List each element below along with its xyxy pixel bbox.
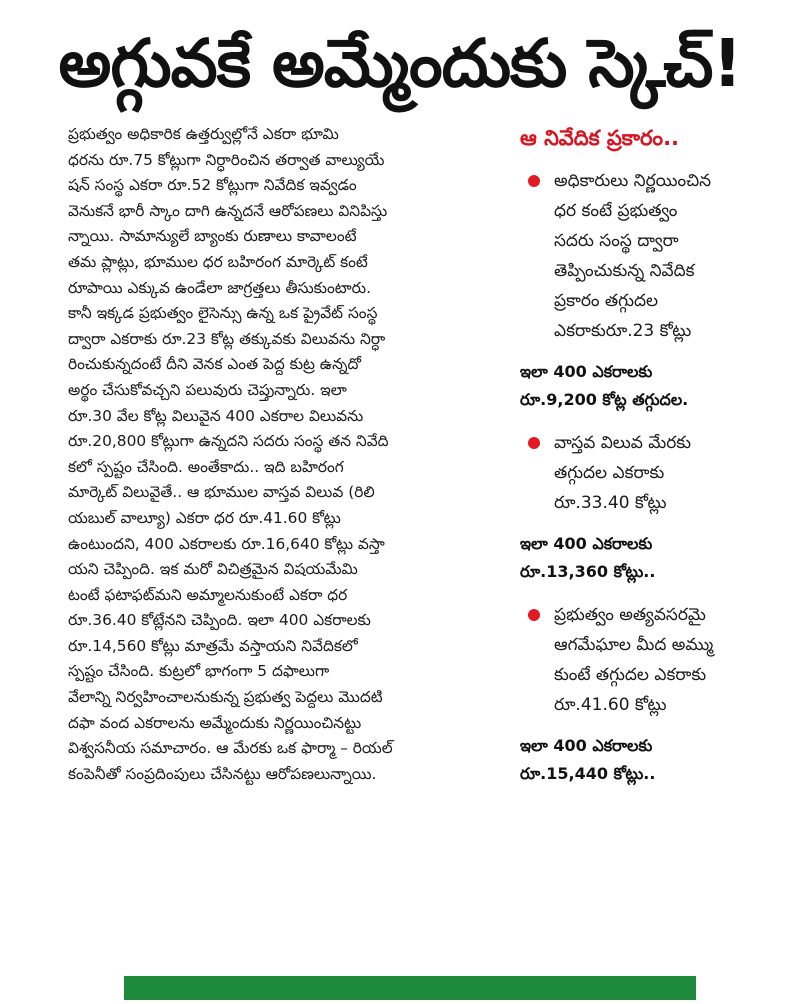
sidebar-box xyxy=(514,122,788,802)
summary-line: రూ.9,200 కోట్ల తగ్గుదల. xyxy=(520,390,689,409)
article-line: షన్ సంస్థ ఎకరా రూ.52 కోట్లుగా నివేదిక ఇవ్వడం xyxy=(68,176,357,195)
sidebar-heading: ఆ నివేదిక ప్రకారం.. xyxy=(520,126,680,150)
article-line: న్నాయి. సామాన్యులే బ్యాంకు రుణాలు కావాలంటే xyxy=(68,227,357,246)
point-line: తగ్గుదల ఎకరాకు xyxy=(554,463,665,483)
point-line: కుంటే తగ్గుదల ఎకరాకు xyxy=(554,665,707,685)
point-line: ఆగమేఘాల మీద అమ్ము xyxy=(554,635,714,655)
point-line: అధికారులు నిర్ణయించిన xyxy=(554,171,712,191)
article-line: తమ ప్లాట్లు, భూముల ధర బహిరంగ మార్కెట్ కంటే xyxy=(68,252,368,271)
article-line: వెనుకనే భారీ స్కాం దాగి ఉన్నదనే ఆరోపణలు వినిపిస్తు xyxy=(68,201,388,220)
point-line: తెప్పించుకున్న నివేదిక xyxy=(554,261,695,281)
article-line: ప్రభుత్వం అధికారిక ఉత్తర్వుల్లోనే ఎకరా భూమి xyxy=(68,125,339,143)
article-line: ధరను రూ.75 కోట్లుగా నిర్ధారించిన తర్వాత వాల్యుయే xyxy=(68,150,385,169)
point-line: ధర కంటే ప్రభుత్వం xyxy=(554,201,678,221)
sidebar-point-2 xyxy=(514,428,788,518)
summary-line: ఇలా 400 ఎకరాలకు xyxy=(520,534,653,553)
article-line: ద్వారా ఎకరాకు రూ.23 కోట్ల తక్కువకు విలువను నిర్ధా xyxy=(68,329,386,348)
point-line: రూ.33.40 కోట్లు xyxy=(554,493,667,513)
point-line: రూ.41.60 కోట్లు xyxy=(554,695,667,715)
point-line: సదరు సంస్థ ద్వారా xyxy=(554,231,679,251)
sidebar-summary-2 xyxy=(520,530,788,586)
article-line: రించుకున్నదంటే దీని వెనక ఎంత పెద్ద కుట్ర ఉన్నదో xyxy=(68,355,361,374)
article-line: టంటే ఫటాఫట్‌మని అమ్మాలనుకుంటే ఎకరా ధర xyxy=(68,585,348,604)
article-line: విశ్వసనీయ సమాచారం. ఆ మేరకు ఒక ఫార్మా – రియల్ xyxy=(68,739,393,758)
point-line: ప్రభుత్వం అత్యవసరమై xyxy=(554,605,706,625)
article-line: కలో స్పష్టం చేసింది. అంతేకాదు.. ఇది బహిరంగ xyxy=(68,457,344,476)
sidebar-summary-3 xyxy=(520,732,788,788)
summary-line: ఇలా 400 ఎకరాలకు xyxy=(520,362,653,381)
article-line: దఫా వంద ఎకరాలను అమ్మేందుకు నిర్ణయించినట్టు xyxy=(68,713,362,732)
article-line: రూ.30 వేల కోట్ల విలువైన 400 ఎకరాల విలువను xyxy=(68,406,364,425)
article-line: అర్థం చేసుకోవచ్చని పలువురు చెప్తున్నారు. ఇలా xyxy=(68,380,347,399)
article-line: కంపెనీతో సంప్రదింపులు చేసినట్టు ఆరోపణలున్నాయి. xyxy=(68,764,377,783)
bullet-dot-icon xyxy=(528,609,540,621)
article-line: కానీ ఇక్కడ ప్రభుత్వం లైసెన్సు ఉన్న ఒక ప్రైవేట్ సంస్థ xyxy=(68,304,378,323)
article-line: స్పష్టం చేసింది. కుట్రలో భాగంగా 5 దఫాలుగా xyxy=(68,662,330,681)
article-line: రూపాయి ఎక్కువ ఉండేలా జాగ్రత్తలు తీసుకుంటారు. xyxy=(68,278,371,297)
article-line: రూ.14,560 కోట్లు మాత్రమే వస్తాయని నివేదికలో xyxy=(68,636,358,655)
summary-line: రూ.13,360 కోట్లు.. xyxy=(520,562,656,581)
article-line: రూ.20,800 కోట్లుగా ఉన్నదని సదరు సంస్థ తన నివేది xyxy=(68,432,389,451)
bullet-dot-icon xyxy=(528,437,540,449)
article-line: ఉంటుందని, 400 ఎకరాలకు రూ.16,640 కోట్లు వస్తా xyxy=(68,534,385,553)
sidebar-point-3 xyxy=(514,600,788,720)
article-line: యని చెప్పింది. ఇక మరో విచిత్రమైన విషయమేమి xyxy=(68,560,358,579)
headline: అగ్గువకే అమ్మేందుకు స్కెచ్! xyxy=(58,25,742,102)
summary-line: రూ.15,440 కోట్లు.. xyxy=(520,764,656,783)
point-line: వాస్తవ విలువ మేరకు xyxy=(554,433,692,453)
point-line: ప్రకారం తగ్గుదల xyxy=(554,291,659,311)
summary-line: ఇలా 400 ఎకరాలకు xyxy=(520,736,653,755)
sidebar-summary-1 xyxy=(520,358,788,414)
bottom-green-bar xyxy=(124,976,696,1000)
article-line: వేలాన్ని నిర్వహించాలనుకున్న ప్రభుత్వ పెద్దలు మొదటి xyxy=(68,688,383,707)
article-body xyxy=(68,122,496,787)
article-line: రూ.36.40 కోట్లేనని చెప్పింది. ఇలా 400 ఎకరాలకు xyxy=(68,611,371,630)
article-line: యబుల్ వాల్యూ) ఎకరా ధర రూ.41.60 కోట్లు xyxy=(68,508,341,527)
sidebar-point-1 xyxy=(514,166,788,346)
article-line: మార్కెట్ విలువైతే.. ఆ భూముల వాస్తవ విలువ (రిలి xyxy=(68,483,375,502)
point-line: ఎకరాకురూ.23 కోట్లు xyxy=(554,321,692,341)
bullet-dot-icon xyxy=(528,175,540,187)
